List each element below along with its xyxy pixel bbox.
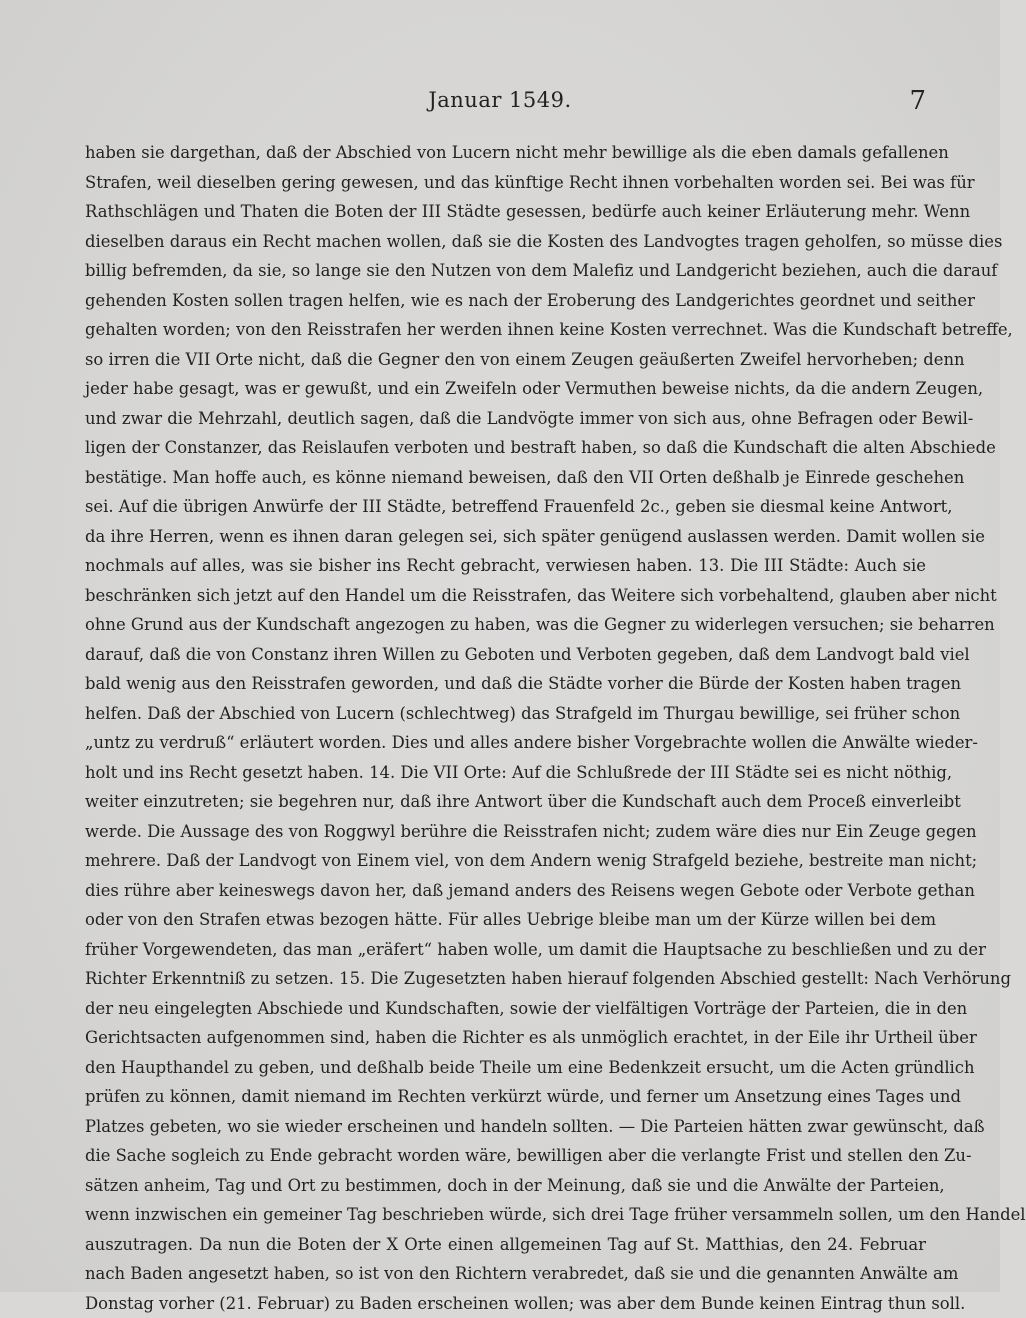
text-line: beschränken sich jetzt auf den Handel um die Reisstrafen, das Weitere sich vorbehaltend, glauben aber nicht: [85, 581, 926, 611]
text-line: werde. Die Aussage des von Roggwyl berühre die Reisstrafen nicht; zudem wäre dies nur Ein Zeuge gegen: [85, 817, 926, 847]
text-line: ohne Grund aus der Kundschaft angezogen zu haben, was die Gegner zu widerlegen versuchen; sie beharren: [85, 610, 926, 640]
text-line: mehrere. Daß der Landvogt von Einem viel, von dem Andern wenig Strafgeld beziehe, bestreite man nicht;: [85, 846, 926, 876]
page-number: 7: [909, 86, 926, 116]
text-line: die Sache sogleich zu Ende gebracht worden wäre, bewilligen aber die verlangte Frist und stellen den Zu-: [85, 1141, 926, 1171]
running-head: [0, 88, 1000, 120]
text-line: ligen der Constanzer, das Reislaufen verboten und bestraft haben, so daß die Kundschaft die alten Abschiede: [85, 433, 926, 463]
text-line: nach Baden angesetzt haben, so ist von den Richtern verabredet, daß sie und die genannten Anwälte am: [85, 1259, 926, 1289]
text-line: jeder habe gesagt, was er gewußt, und ein Zweifeln oder Vermuthen beweise nichts, da die andern Zeugen,: [85, 374, 926, 404]
body-text: [85, 138, 926, 1318]
text-line: der neu eingelegten Abschiede und Kundschaften, sowie der vielfältigen Vorträge der Parteien, die in den: [85, 994, 926, 1024]
text-line: Donstag vorher (21. Februar) zu Baden erscheinen wollen; was aber dem Bunde keinen Eintrag thun soll.: [85, 1289, 926, 1318]
text-line: helfen. Daß der Abschied von Lucern (schlechtweg) das Strafgeld im Thurgau bewillige, sei früher schon: [85, 699, 926, 729]
text-line: prüfen zu können, damit niemand im Rechten verkürzt würde, und ferner um Ansetzung eines Tages und: [85, 1082, 926, 1112]
text-line: den Haupthandel zu geben, und deßhalb beide Theile um eine Bedenkzeit ersucht, um die Acten gründlich: [85, 1053, 926, 1083]
text-line: so irren die VII Orte nicht, daß die Gegner den von einem Zeugen geäußerten Zweifel hervorheben; denn: [85, 345, 926, 375]
text-line: sei. Auf die übrigen Anwürfe der III Städte, betreffend Frauenfeld 2c., geben sie diesmal keine Antwort,: [85, 492, 926, 522]
running-head-title: Januar 1549.: [0, 88, 1000, 112]
text-line: bestätige. Man hoffe auch, es könne niemand beweisen, daß den VII Orten deßhalb je Einrede geschehen: [85, 463, 926, 493]
text-line: wenn inzwischen ein gemeiner Tag beschrieben würde, sich drei Tage früher versammeln sollen, um den Handel: [85, 1200, 926, 1230]
text-line: oder von den Strafen etwas bezogen hätte. Für alles Uebrige bleibe man um der Kürze willen bei dem: [85, 905, 926, 935]
text-line: billig befremden, da sie, so lange sie den Nutzen von dem Malefiz und Landgericht beziehen, auch die darauf: [85, 256, 926, 286]
text-line: auszutragen. Da nun die Boten der X Orte einen allgemeinen Tag auf St. Matthias, den 24. Februar: [85, 1230, 926, 1260]
text-line: gehenden Kosten sollen tragen helfen, wie es nach der Eroberung des Landgerichtes geordnet und seither: [85, 286, 926, 316]
text-line: Platzes gebeten, wo sie wieder erscheinen und handeln sollten. — Die Parteien hätten zwar gewünscht, daß: [85, 1112, 926, 1142]
text-line: Rathschlägen und Thaten die Boten der III Städte gesessen, bedürfe auch keiner Erläuterung mehr. Wenn: [85, 197, 926, 227]
text-line: „untz zu verdruß“ erläutert worden. Dies und alles andere bisher Vorgebrachte wollen die Anwälte wieder-: [85, 728, 926, 758]
text-line: bald wenig aus den Reisstrafen geworden, und daß die Städte vorher die Bürde der Kosten haben tragen: [85, 669, 926, 699]
text-line: haben sie dargethan, daß der Abschied von Lucern nicht mehr bewillige als die eben damals gefallenen: [85, 138, 926, 168]
text-line: dies rühre aber keineswegs davon her, daß jemand anders des Reisens wegen Gebote oder Verbote gethan: [85, 876, 926, 906]
text-line: Strafen, weil dieselben gering gewesen, und das künftige Recht ihnen vorbehalten worden sei. Bei was für: [85, 168, 926, 198]
text-line: sätzen anheim, Tag und Ort zu bestimmen, doch in der Meinung, daß sie und die Anwälte der Parteien,: [85, 1171, 926, 1201]
text-line: weiter einzutreten; sie begehren nur, daß ihre Antwort über die Kundschaft auch dem Proceß einverleibt: [85, 787, 926, 817]
text-line: dieselben daraus ein Recht machen wollen, daß sie die Kosten des Landvogtes tragen geholfen, so müsse dies: [85, 227, 926, 257]
text-line: da ihre Herren, wenn es ihnen daran gelegen sei, sich später genügend auslassen werden. Damit wollen sie: [85, 522, 926, 552]
text-line: nochmals auf alles, was sie bisher ins Recht gebracht, verwiesen haben. 13. Die III Städte: Auch sie: [85, 551, 926, 581]
text-line: früher Vorgewendeten, das man „eräfert“ haben wolle, um damit die Hauptsache zu beschließen und zu der: [85, 935, 926, 965]
text-line: Richter Erkenntniß zu setzen. 15. Die Zugesetzten haben hierauf folgenden Abschied gestellt: Nach Verhörung: [85, 964, 926, 994]
text-line: holt und ins Recht gesetzt haben. 14. Die VII Orte: Auf die Schlußrede der III Städte sei es nicht nöthig,: [85, 758, 926, 788]
text-line: darauf, daß die von Constanz ihren Willen zu Geboten und Verboten gegeben, daß dem Landvogt bald viel: [85, 640, 926, 670]
text-line: und zwar die Mehrzahl, deutlich sagen, daß die Landvögte immer von sich aus, ohne Befragen oder Bewil-: [85, 404, 926, 434]
text-line: gehalten worden; von den Reisstrafen her werden ihnen keine Kosten verrechnet. Was die Kundschaft betreffe,: [85, 315, 926, 345]
text-line: Gerichtsacten aufgenommen sind, haben die Richter es als unmöglich erachtet, in der Eile ihr Urtheil über: [85, 1023, 926, 1053]
